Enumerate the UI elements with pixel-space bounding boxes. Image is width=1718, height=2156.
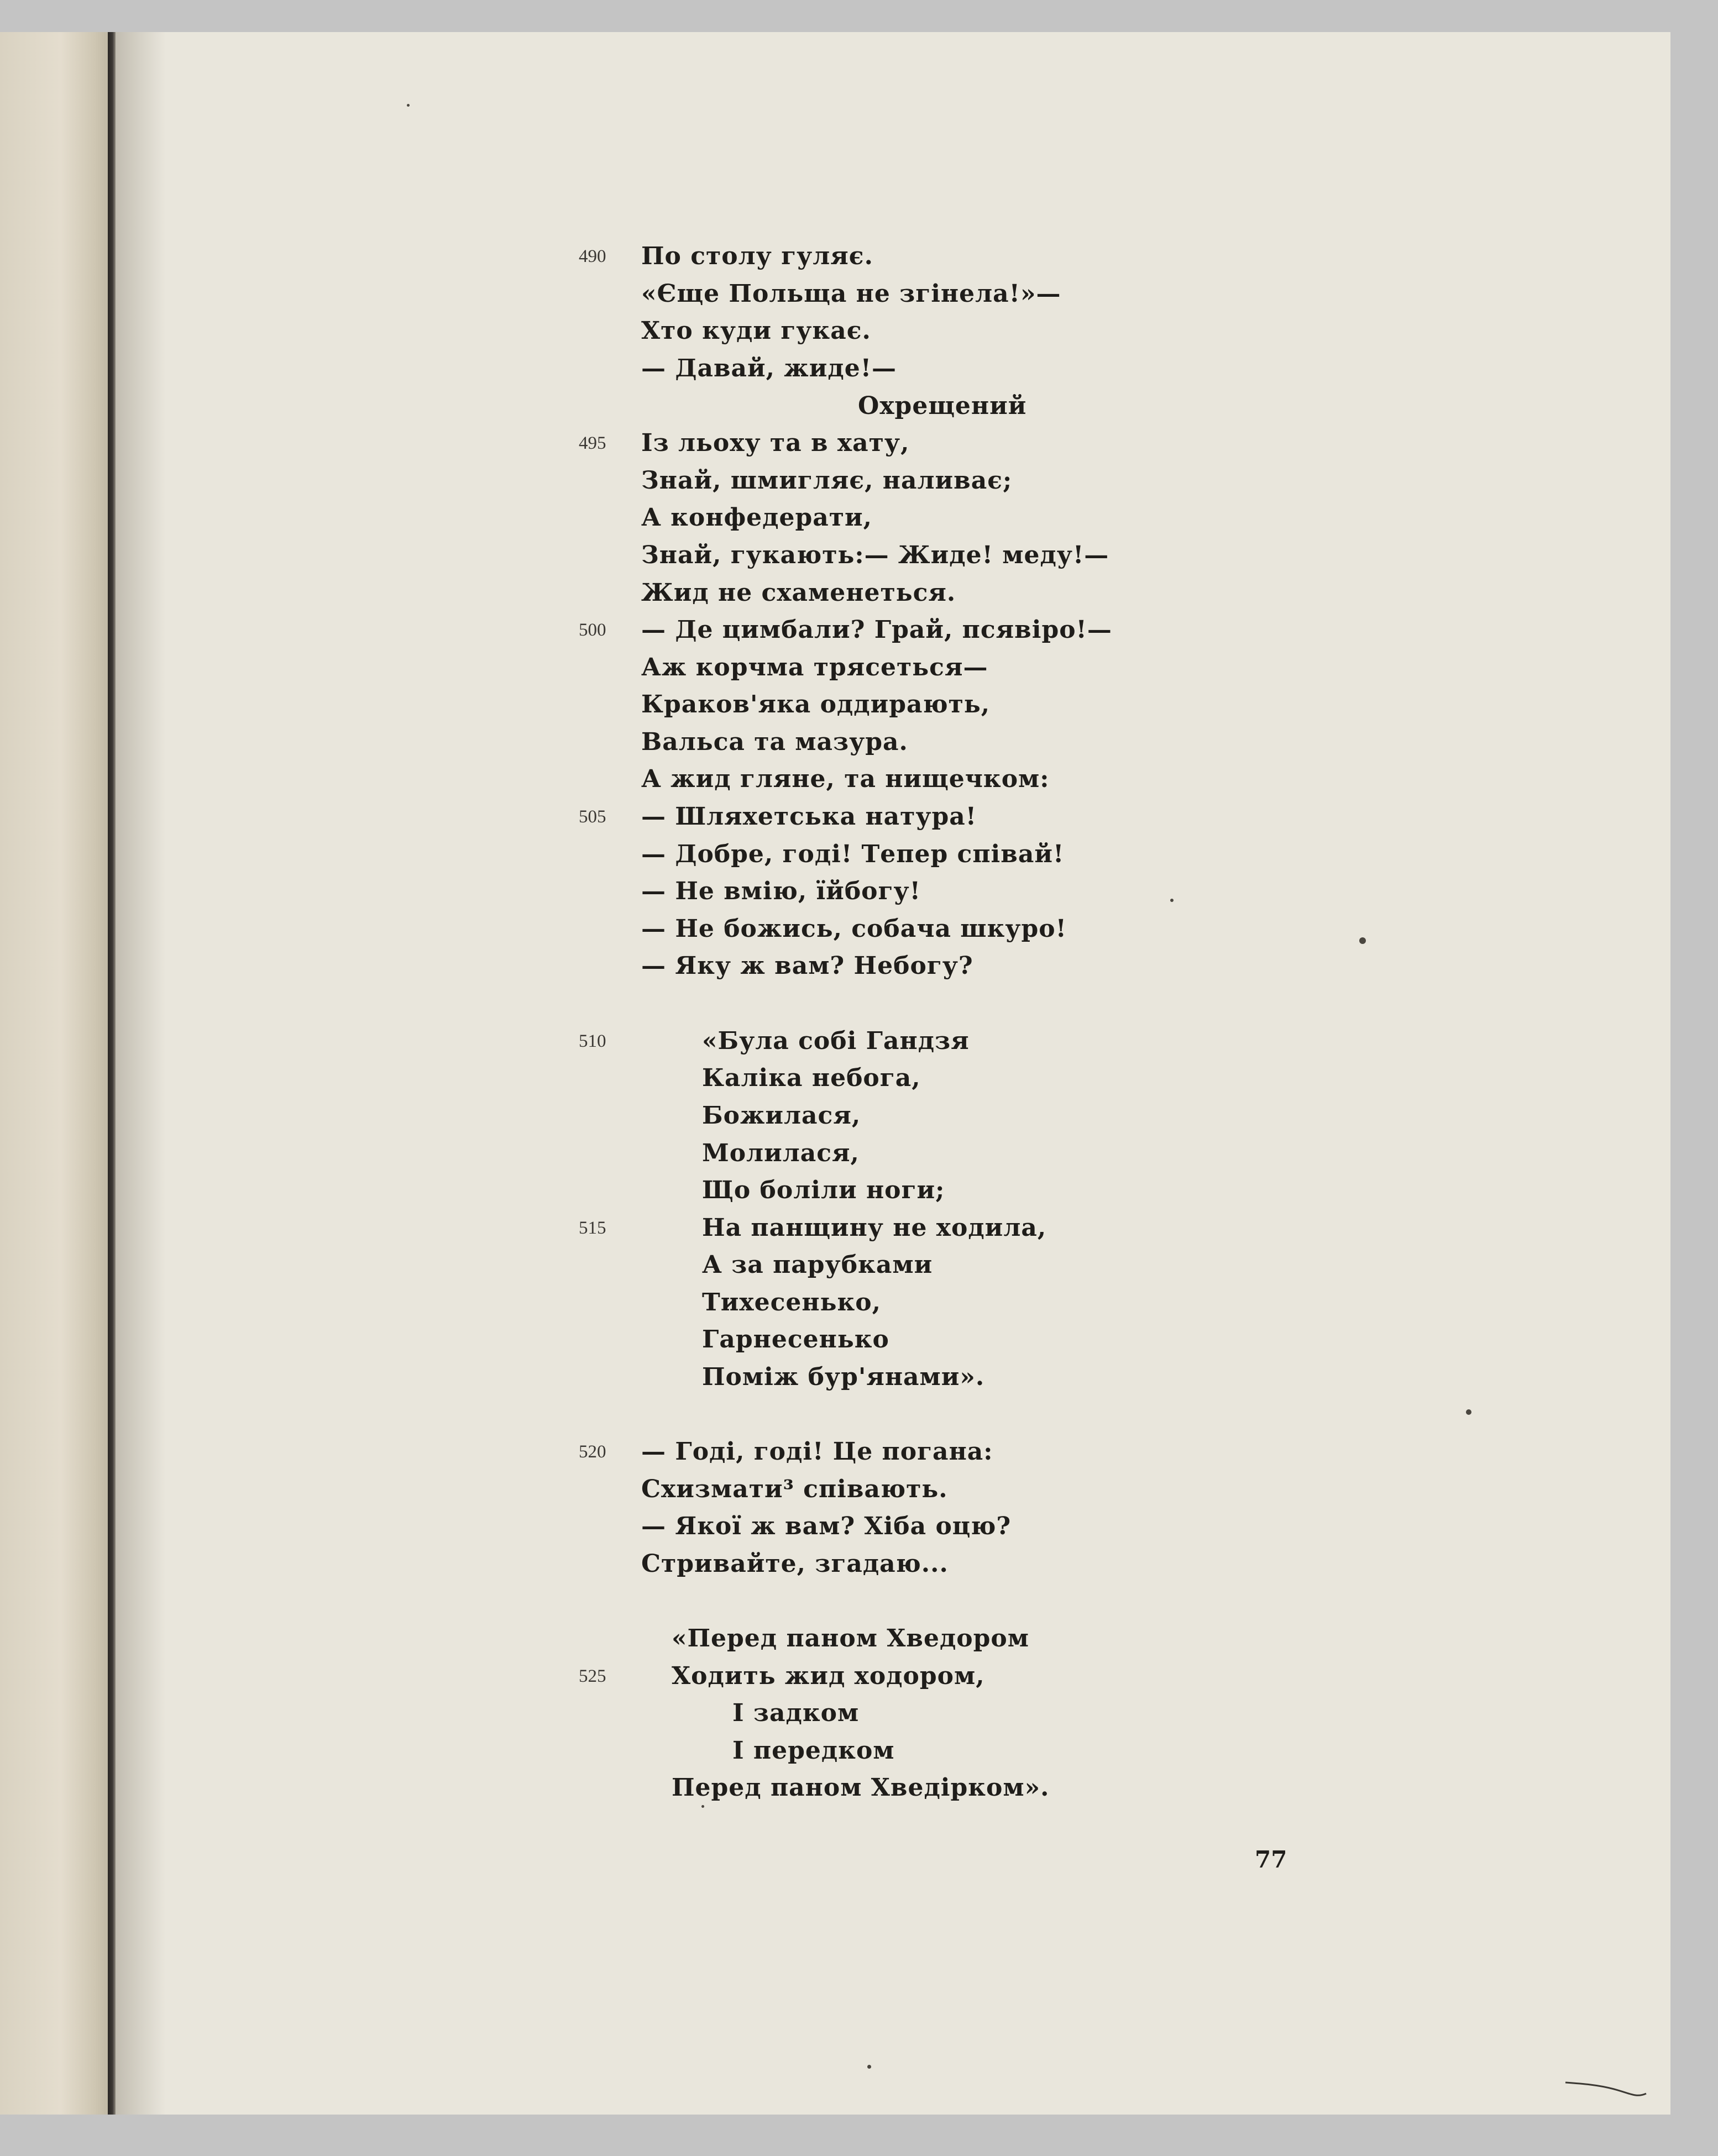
verse-line: І передком: [732, 1737, 895, 1765]
book-spine: [108, 32, 116, 2115]
line-number: 495: [579, 433, 606, 453]
verse-line: Краков'яка оддирають,: [641, 690, 991, 718]
verse-line: Знай, шмигляє, наливає;: [641, 466, 1013, 495]
verse-line: — Якої ж вам? Хіба оцю?: [641, 1512, 1012, 1540]
verse-line: — Годі, годі! Це погана:: [641, 1438, 993, 1466]
line-number: 510: [579, 1031, 606, 1051]
verse-line: Божилася,: [702, 1101, 861, 1130]
line-number: 490: [579, 246, 606, 266]
verse-line: «Єще Польща не згінела!»—: [641, 280, 1061, 308]
verse-line: Поміж бур'янами».: [702, 1363, 985, 1391]
line-number: 505: [579, 807, 606, 827]
verse-line: Схизмати³ співають.: [641, 1475, 948, 1503]
line-number: 525: [579, 1666, 606, 1686]
verse-line: — Де цимбали? Грай, псявіро!—: [641, 616, 1112, 644]
verse-line: Із льоху та в хату,: [641, 429, 910, 457]
line-number: 520: [579, 1442, 606, 1462]
verse-line: Вальса та мазура.: [641, 728, 908, 756]
ink-speck: [1170, 899, 1174, 902]
verse-line: — Добре, годі! Тепер співай!: [641, 840, 1065, 868]
verse-line: — Не вмію, їйбогу!: [641, 877, 921, 905]
verse-line: Знай, гукають:— Жиде! меду!—: [641, 541, 1109, 569]
verse-line: «Перед паном Хведором: [672, 1624, 1029, 1653]
ink-speck: [1466, 1409, 1471, 1415]
verse-line: Що боліли ноги;: [702, 1176, 945, 1204]
verse-line: По столу гуляє.: [641, 242, 873, 270]
verse-line: — Давай, жиде!—: [641, 354, 897, 382]
book-scan: [0, 32, 1670, 2115]
verse-line: А конфедерати,: [641, 503, 872, 532]
verse-line: На панщину не ходила,: [702, 1214, 1047, 1242]
verse-line: Хто куди гукає.: [641, 317, 871, 345]
verse-line: Стривайте, згадаю...: [641, 1550, 949, 1578]
page-number: 77: [1255, 1846, 1287, 1873]
verse-line: — Не божись, собача шкуро!: [641, 915, 1067, 943]
ink-speck: [867, 2065, 871, 2069]
verse-line: «Була собі Гандзя: [702, 1027, 970, 1055]
line-number: 515: [579, 1218, 606, 1238]
verse-line: Каліка небога,: [702, 1064, 921, 1092]
pencil-mark: [1564, 2077, 1647, 2099]
verse-line: А за парубками: [702, 1251, 933, 1279]
verse-line: Гарнесенько: [702, 1325, 889, 1354]
ink-speck: [1359, 937, 1366, 944]
verse-line: Тихесенько,: [702, 1288, 881, 1316]
verse-line: Жид не схаменеться.: [641, 579, 956, 607]
verse-line: І задком: [732, 1699, 860, 1727]
left-page-edge: [0, 32, 111, 2115]
verse-line: Охрещений: [858, 392, 1027, 420]
verse-line: — Шляхетська натура!: [641, 802, 977, 831]
verse-line: — Яку ж вам? Небогу?: [641, 952, 973, 980]
verse-line: Ходить жид ходором,: [672, 1662, 985, 1690]
ink-speck: [407, 104, 410, 107]
verse-line: А жид гляне, та нищечком:: [641, 765, 1050, 793]
line-number: 500: [579, 620, 606, 640]
verse-line: Молилася,: [702, 1139, 860, 1167]
verse-line: Аж корчма трясеться—: [641, 653, 988, 681]
verse-line: Перед паном Хведірком».: [672, 1774, 1050, 1802]
ink-speck: [701, 1805, 704, 1808]
